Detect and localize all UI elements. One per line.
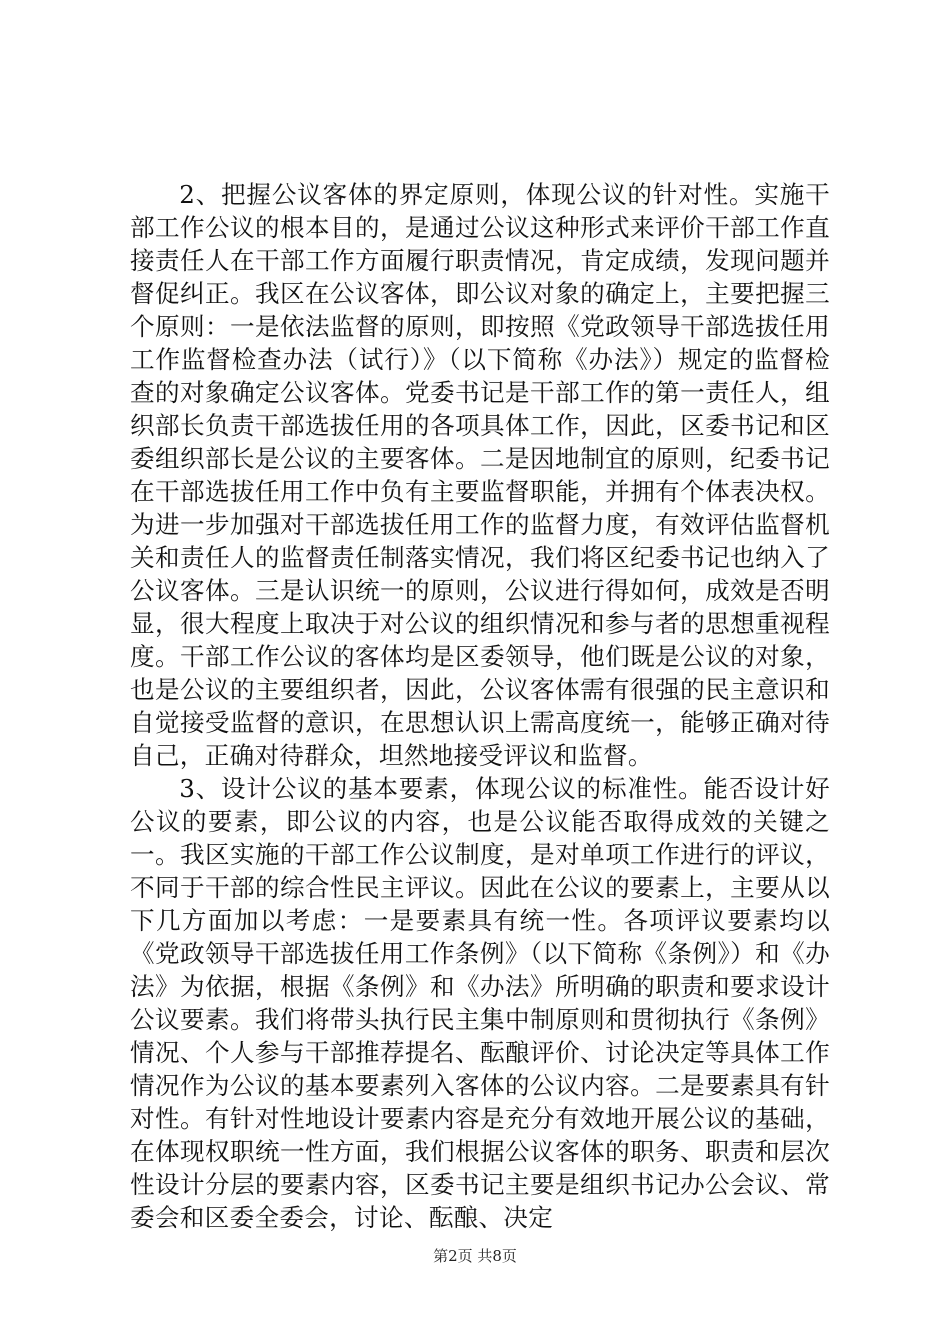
document-body xyxy=(130,178,830,1234)
page-footer: 第2页 共8页 xyxy=(433,1247,517,1265)
paragraph-3: 3、设计公议的基本要素，体现公议的标准性。能否设计好公议的要素，即公议的内容，也是公议能否取得成效的关键之一。我区实施的干部工作公议制度，是对单项工作进行的评议，不同于干部的综合性民主评议。因此在公议的要素上，主要从以下几方面加以考虑：一是要素具有统一性。各项评议要素均以《党政领导干部选拔任用工作条例》（以下简称《条例》）和《办法》为依据，根据《条例》和《办法》所明确的职责和要求设计公议要素。我们将带头执行民主集中制原则和贯彻执行《条例》情况、个人参与干部推荐提名、酝酿评价、讨论决定等具体工作情况作为公议的基本要素列入客体的公议内容。二是要素具有针对性。有针对性地设计要素内容是充分有效地开展公议的基础，在体现权职统一性方面，我们根据公议客体的职务、职责和层次性设计分层的要素内容，区委书记主要是组织书记办公会议、常委会和区委全委会，讨论、酝酿、决定 xyxy=(130,774,830,1232)
paragraph-2: 2、把握公议客体的界定原则，体现公议的针对性。实施干部工作公议的根本目的，是通过公议这种形式来评价干部工作直接责任人在干部工作方面履行职责情况，肯定成绩，发现问题并督促纠正。我区在公议客体，即公议对象的确定上，主要把握三个原则：一是依法监督的原则，即按照《党政领导干部选拔任用工作监督检查办法（试行）》（以下简称《办法》）规定的监督检查的对象确定公议客体。党委书记是干部工作的第一责任人，组织部长负责干部选拔任用的各项具体工作，因此，区委书记和区委组织部长是公议的主要客体。二是因地制宜的原则，纪委书记在干部选拔任用工作中负有主要监督职能，并拥有个体表决权。为进一步加强对干部选拔任用工作的监督力度，有效评估监督机关和责任人的监督责任制落实情况，我们将区纪委书记也纳入了公议客体。三是认识统一的原则，公议进行得如何，成效是否明显，很大程度上取决于对公议的组织情况和参与者的思想重视程度。干部工作公议的客体均是区委领导，他们既是公议的对象，也是公议的主要组织者，因此，公议客体需有很强的民主意识和自觉接受监督的意识，在思想认识上需高度统一，能够正确对待自己，正确对待群众，坦然地接受评议和监督。 xyxy=(130,180,830,770)
